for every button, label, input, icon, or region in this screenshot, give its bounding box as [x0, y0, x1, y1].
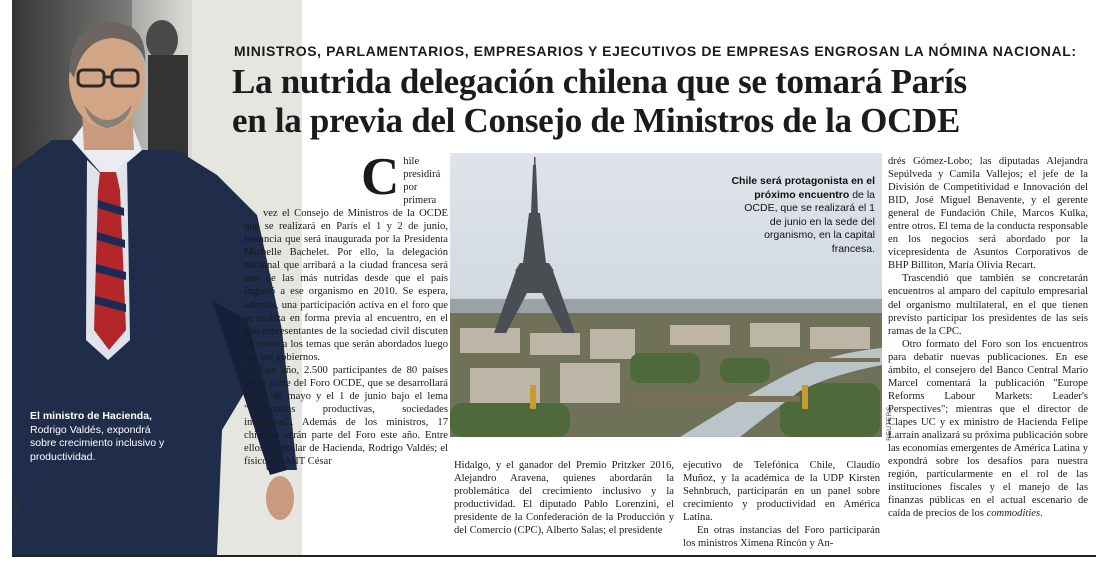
kicker: MINISTROS, PARLAMENTARIOS, EMPRESARIOS Y EJECUTIVOS DE EMPRESAS ENGROSAN LA NÓMINA NACIONAL: [234, 43, 1077, 59]
portrait-caption-bold: El ministro de Hacienda, [30, 410, 152, 422]
article-column-2 [454, 459, 674, 537]
photo-caption [730, 175, 875, 256]
headline-line-2: en la previa del Consejo de Ministros de la OCDE [232, 101, 961, 140]
portrait-caption-text: Rodrigo Valdés, expondrá sobre crecimiento inclusivo y productividad. [30, 423, 165, 463]
portrait-caption [30, 410, 178, 464]
column-4-paragraph-3-text: Otro formato del Foro son los encuentros para debatir nuevas publicaciones. En ese ámbito, el consejero del Banco Central Mario Marcel comentará la publicación "Europe Reforms Labour Markets: Leader's Perspectives"; mientras que el director de Clapes UC y ex ministro de Hacienda Felipe Larraín analizará su próxima publicación sobre las economías emergentes de América Latina y expondrá sobre los desafíos para nuestra región, particularmente en el rol de las instituciones fiscales y el manejo de las finanzas públicas en el actual escenario de caída de precios de los [888, 338, 1088, 520]
paris-photo [450, 153, 882, 437]
article-column-1 [244, 148, 448, 468]
photo-caption-text: de la OCDE, que se realizará el 1 de junio en la sede del organismo, en la capital francesa. [744, 188, 875, 255]
portrait-photo-credit: ALEX MORENO [14, 491, 22, 546]
column-3-paragraph-2: En otras instancias del Foro participarán los ministros Ximena Rincón y An- [683, 525, 880, 550]
column-4-paragraph-2: Trascendió que también se concretarán encuentros al amparo del capítulo empresarial del organismo multilateral, en el que tienen previsto participar los presidentes de las seis ramas de la CPC. [888, 273, 1088, 337]
column-4-paragraph-3-end: . [1040, 508, 1043, 520]
bottom-rule [12, 555, 1096, 557]
commodities-term: commodities [986, 508, 1041, 520]
photo-caption-bold: Chile será protagonista en el próximo encuentro [731, 175, 875, 201]
drop-cap: C [361, 148, 400, 206]
headline [232, 62, 1092, 140]
column-1-paragraph-2: Este año, 2.500 participantes de 80 países serán parte del Foro OCDE, que se desarrollará el 30 de mayo y el 1 de junio bajo el lema "Economías productivas, sociedades inclusivas". Además de los ministros, 17 chilenos serán parte del Foro este año. Entre ellos, el titular de Hacienda, Rodrigo Valdés; el físico del MIT César [244, 364, 448, 468]
headline-line-1: La nutrida delegación chilena que se tomará París [232, 62, 967, 101]
article-column-3 [683, 459, 880, 550]
article-column-4 [885, 155, 1088, 520]
column-1-paragraph-1: hile presidirá por primera vez el Consejo de Ministros de la OCDE que se realizará en París el 1 y 2 de junio, instancia que será inaugurada por la Presidenta Michelle Bachelet. Por ello, la delegación nacional que arribará a la ciudad francesa será una de las más nutridas desde que el país ingresó a ese organismo en 2010. Se espera, además, una participación activa en el foro que se realiza en forma previa al encuentro, en el que representantes de la sociedad civil discuten en torno a los temas que serán abordados luego por los gobiernos. [244, 156, 448, 363]
newspaper-page [12, 0, 1096, 555]
photo-credit: REUTERS [885, 406, 893, 441]
column-4-paragraph-1: drés Gómez-Lobo; las diputadas Alejandra Sepúlveda y Camila Vallejos; el jefe de la División de Competitividad e Innovación del BID, José Miguel Benavente, y el gerente general de Fundación Chile, Marcos Kulka, entre otros. El tema de la conducta responsable en los negocios será abordado por la vicepresidenta de Asuntos Corporativos de BHP Billiton, María Olivia Recart. [888, 156, 1088, 272]
column-3-paragraph-1: ejecutivo de Telefónica Chile, Claudio Muñoz, y la académica de la UDP Kirsten Sehnbruch, participarán en un panel sobre crecimiento y productividad en América Latina. [683, 460, 880, 524]
column-4-paragraph-3 [885, 338, 1088, 521]
column-2-paragraph-1: Hidalgo, y el ganador del Premio Pritzker 2016, Alejandro Aravena, quienes abordarán la problemática del crecimiento inclusivo y la productividad. El diputado Pablo Lorenzini, el presidente de la Confederación de la Producción y del Comercio (CPC), Alberto Salas; el presidente [454, 460, 674, 537]
